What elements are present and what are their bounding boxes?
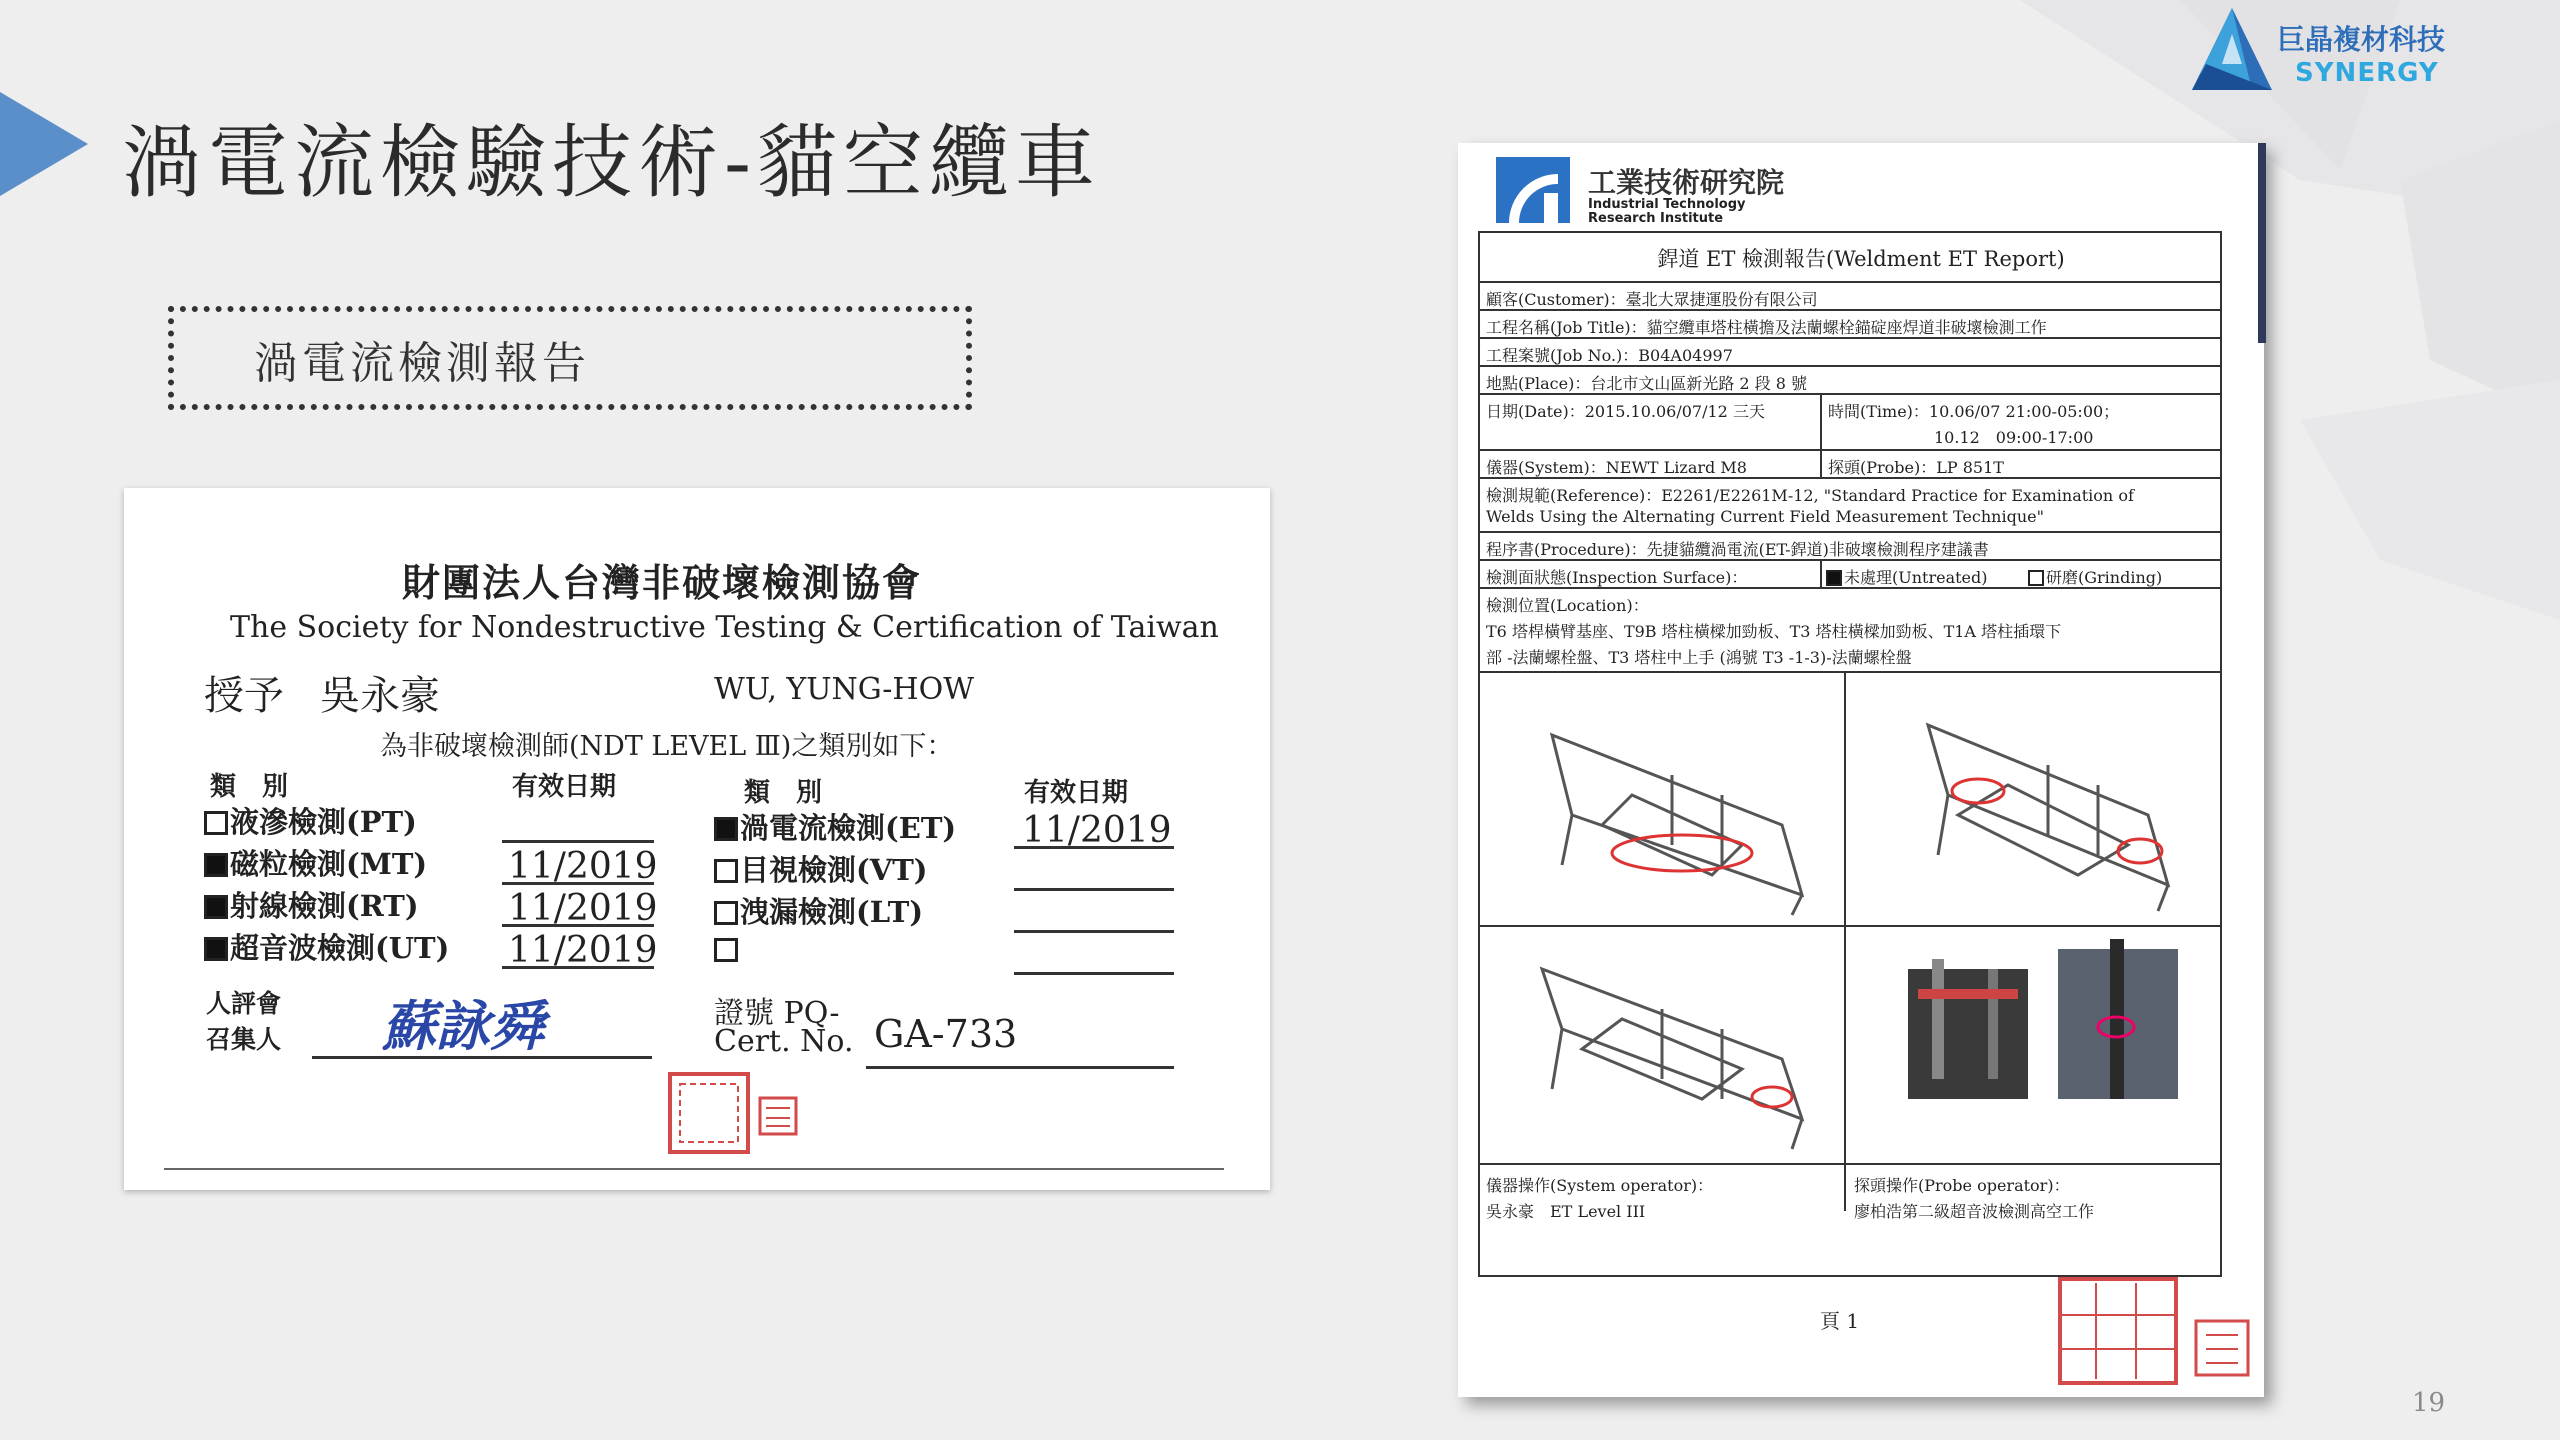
cert-category-item: [204, 884, 419, 925]
cert-valid-date: 11/2019: [508, 846, 658, 887]
cert-name-en: WU, YUNG-HOW: [714, 672, 975, 707]
report-institute-en-2: Research Institute: [1588, 211, 1724, 226]
report-system-operator: 吳永豪 ET Level III: [1486, 1202, 1646, 1221]
cert-category-label: 液滲檢測(PT): [230, 805, 417, 839]
report-rule: [1478, 449, 2222, 451]
cert-signature: 蘇詠舜: [382, 994, 544, 1058]
report-rule: [1820, 559, 1822, 587]
unchecked-box-icon: [204, 811, 228, 835]
cert-org-cn: 財團法人台灣非破壞檢測協會: [402, 560, 923, 605]
itri-logo-icon: [1496, 157, 1576, 223]
report-rule: [1478, 559, 2222, 561]
cert-no-value: GA-733: [874, 1012, 1018, 1056]
cert-col-category-left: 類 別: [210, 772, 289, 802]
report-rule: [1478, 309, 2222, 311]
report-place: 地點(Place)：台北市文山區新光路 2 段 8 號: [1486, 374, 1808, 393]
checked-box-icon: [204, 895, 228, 919]
report-time-2: 10.12 09:00-17:00: [1934, 428, 2094, 447]
report-photo-structure-2: [1848, 675, 2218, 921]
checked-box-icon: [714, 817, 738, 841]
report-red-seal-icon: [2056, 1275, 2256, 1387]
report-surface-grinding: 研磨(Grinding): [2028, 565, 2162, 588]
cert-col-valid-left: 有效日期: [512, 772, 617, 802]
cert-date-line: [1014, 930, 1174, 933]
report-surface-untreated: 未處理(Untreated): [1826, 565, 1988, 588]
report-location-1: T6 塔桿橫臂基座、T9B 塔柱橫樑加勁板、T3 塔柱橫樑加勁板、T1A 塔柱插環下: [1486, 622, 2062, 641]
report-rule: [1478, 587, 2222, 589]
cert-category-label: 射線檢測(RT): [230, 889, 419, 923]
report-title: 銲道 ET 檢測報告(Weldment ET Report): [1657, 247, 2065, 271]
cert-valid-date: 11/2019: [508, 930, 658, 971]
report-institute-en-1: Industrial Technology: [1588, 197, 1746, 212]
cert-grant-label: 授予: [204, 673, 284, 719]
cert-category-item: [714, 848, 928, 889]
cert-no-label-2: Cert. No.: [714, 1024, 854, 1059]
report-rule: [1478, 925, 2222, 927]
report-rule: [1820, 393, 1822, 449]
unchecked-box-icon: [714, 859, 738, 883]
cert-col-category-right: 類 別: [744, 778, 823, 808]
et-report-document: [1458, 143, 2264, 1397]
cert-category-label: 超音波檢測(UT): [230, 931, 450, 965]
cert-category-label: 渦電流檢測(ET): [740, 811, 957, 845]
cert-red-seal-icon: [664, 1068, 804, 1158]
cert-category-label: 洩漏檢測(LT): [740, 895, 924, 929]
cert-category-item: [204, 800, 417, 841]
report-system: 儀器(System)：NEWT Lizard M8: [1486, 458, 1747, 477]
checked-box-icon: [1826, 570, 1842, 586]
report-location-label: 檢測位置(Location)：: [1486, 596, 1649, 615]
cert-date-line: [502, 840, 654, 843]
report-probe-operator-label: 探頭操作(Probe operator)：: [1854, 1176, 2070, 1195]
report-surface-label: 檢測面狀態(Inspection Surface)：: [1486, 568, 1748, 587]
report-rule: [1478, 393, 2222, 395]
report-rule: [1820, 449, 1822, 477]
cert-signature-line: [312, 1056, 652, 1059]
cert-name-cn: 吳永豪: [320, 673, 440, 719]
subtitle: 渦電流檢測報告: [254, 338, 590, 389]
ndt-certificate: [124, 488, 1270, 1190]
cert-valid-date: 11/2019: [1022, 810, 1172, 851]
cert-date-line: [502, 882, 654, 885]
cert-date-line: [1014, 888, 1174, 891]
report-reference-1: 檢測規範(Reference)：E2261/E2261M-12, "Standard Practice for Examination of: [1486, 486, 2134, 505]
title-arrow-icon: [0, 92, 88, 196]
cert-bottom-line: [164, 1168, 1224, 1170]
report-photo-structure-1: [1482, 675, 1840, 921]
cert-category-label: 磁粒檢測(MT): [230, 847, 428, 881]
report-probe-operator: 廖柏浩第二級超音波檢測高空工作: [1854, 1202, 2095, 1221]
report-procedure: 程序書(Procedure)：先捷貓纜渦電流(ET-銲道)非破壞檢測程序建議書: [1486, 540, 1989, 559]
cert-date-line: [502, 924, 654, 927]
cert-category-item: [714, 932, 740, 966]
report-job-no: 工程案號(Job No.)：B04A04997: [1486, 346, 1733, 365]
report-customer: 顧客(Customer)：臺北大眾捷運股份有限公司: [1486, 290, 1818, 309]
report-rule: [1478, 531, 2222, 533]
cert-category-item: [714, 806, 956, 847]
page-title: 渦電流檢驗技術-貓空纜車: [122, 116, 1102, 209]
cert-no-line: [866, 1066, 1174, 1069]
cert-qualification: 為非破壞檢測師(NDT LEVEL Ⅲ)之類別如下：: [380, 731, 954, 762]
report-location-2: 部 -法蘭螺栓盤、T3 塔柱中上手 (鴻號 T3 -1-3)-法蘭螺栓盤: [1486, 648, 1912, 667]
cert-category-label: 目視檢測(VT): [740, 853, 928, 887]
cert-category-item: [204, 926, 449, 967]
report-institute-cn: 工業技術研究院: [1588, 166, 1785, 199]
cert-convener-label-1: 人評會: [206, 989, 282, 1018]
cert-valid-date: 11/2019: [508, 888, 658, 929]
report-job-title: 工程名稱(Job Title)：貓空纜車塔柱橫擔及法蘭螺栓錨碇座焊道非破壞檢測工作: [1486, 318, 2047, 337]
report-page: 頁 1: [1820, 1309, 1860, 1333]
report-rule: [1478, 1163, 2222, 1165]
cert-category-item: [204, 842, 427, 883]
report-rule: [1478, 671, 2222, 673]
report-rule: [1478, 337, 2222, 339]
unchecked-box-icon: [714, 938, 738, 962]
report-rule: [1478, 281, 2222, 283]
page-number: 19: [2412, 1388, 2446, 1418]
cert-date-line: [1014, 846, 1174, 849]
cert-org-en: The Society for Nondestructive Testing & Certification of Taiwan: [230, 610, 1219, 645]
logo-text-en: SYNERGY: [2295, 58, 2439, 88]
unchecked-box-icon: [2028, 570, 2044, 586]
cert-convener-label-2: 召集人: [206, 1025, 282, 1054]
checked-box-icon: [204, 937, 228, 961]
report-photo-structure-3: [1482, 929, 1840, 1159]
unchecked-box-icon: [714, 901, 738, 925]
cert-no-label-1: 證號 PQ-: [714, 996, 840, 1031]
cert-date-line: [1014, 972, 1174, 975]
report-rule: [1844, 671, 1846, 1211]
report-rule: [1478, 477, 2222, 479]
cert-category-item: [714, 890, 923, 931]
report-probe: 探頭(Probe)：LP 851T: [1828, 458, 2004, 477]
report-rule: [1478, 365, 2222, 367]
logo-text-cn: 巨晶複材科技: [2277, 23, 2446, 56]
cert-date-line: [502, 966, 654, 969]
report-photo-bolts: [1848, 929, 2218, 1159]
checked-box-icon: [204, 853, 228, 877]
report-system-operator-label: 儀器操作(System operator)：: [1486, 1176, 1714, 1195]
report-date: 日期(Date)：2015.10.06/07/12 三天: [1486, 402, 1765, 421]
cert-col-valid-right: 有效日期: [1024, 778, 1129, 808]
report-time-1: 時間(Time)：10.06/07 21:00-05:00；: [1828, 402, 2120, 421]
report-edge: [2258, 143, 2266, 343]
report-reference-2: Welds Using the Alternating Current Field Measurement Technique": [1486, 507, 2044, 526]
